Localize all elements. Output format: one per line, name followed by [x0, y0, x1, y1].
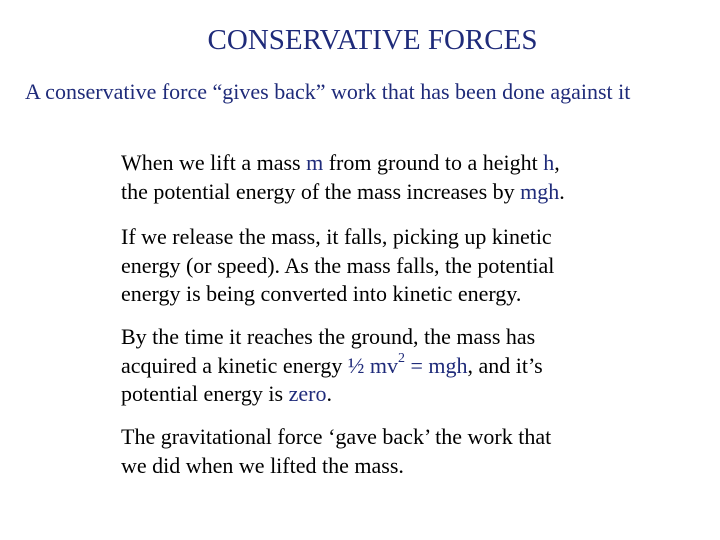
text-span: potential energy is [121, 381, 289, 406]
text-line: we did when we lifted the mass. [121, 452, 404, 478]
symbol-eq-mgh: = mgh [404, 352, 468, 378]
text-line: By the time it reaches the ground, the mass has [121, 324, 536, 349]
text-line: energy (or speed). As the mass falls, the potential [121, 252, 555, 278]
paragraph-gave-back [121, 423, 701, 480]
paragraph-lift-mass [121, 149, 701, 206]
exponent-2: 2 [397, 351, 405, 367]
slide-subtitle: A conservative force “gives back” work that has been done against it [25, 79, 631, 104]
text-span: . [559, 178, 565, 204]
text-span: , and it’s [467, 352, 543, 378]
paragraph-reaches-ground [121, 323, 701, 409]
text-span: the potential energy of the mass increases by [121, 178, 521, 204]
text-span: from ground to a height [323, 150, 544, 175]
symbol-zero: zero [288, 381, 327, 406]
symbol-mv: mv [364, 352, 398, 378]
text-span: When we lift a mass [121, 150, 307, 175]
symbol-mgh: mgh [520, 178, 560, 204]
text-line: The gravitational force ‘gave back’ the work that [121, 424, 552, 449]
text-span: . [326, 381, 332, 406]
text-line: energy is being converted into kinetic energy. [121, 281, 522, 306]
paragraph-release-mass [121, 223, 701, 309]
symbol-h: h [543, 150, 555, 175]
symbol-half: ½ [347, 352, 365, 378]
slide-title: CONSERVATIVE FORCES [207, 24, 538, 56]
text-line: If we release the mass, it falls, picking up kinetic [121, 224, 552, 249]
text-span: acquired a kinetic energy [121, 352, 348, 378]
text-span: , [554, 150, 560, 175]
symbol-m: m [306, 150, 324, 175]
